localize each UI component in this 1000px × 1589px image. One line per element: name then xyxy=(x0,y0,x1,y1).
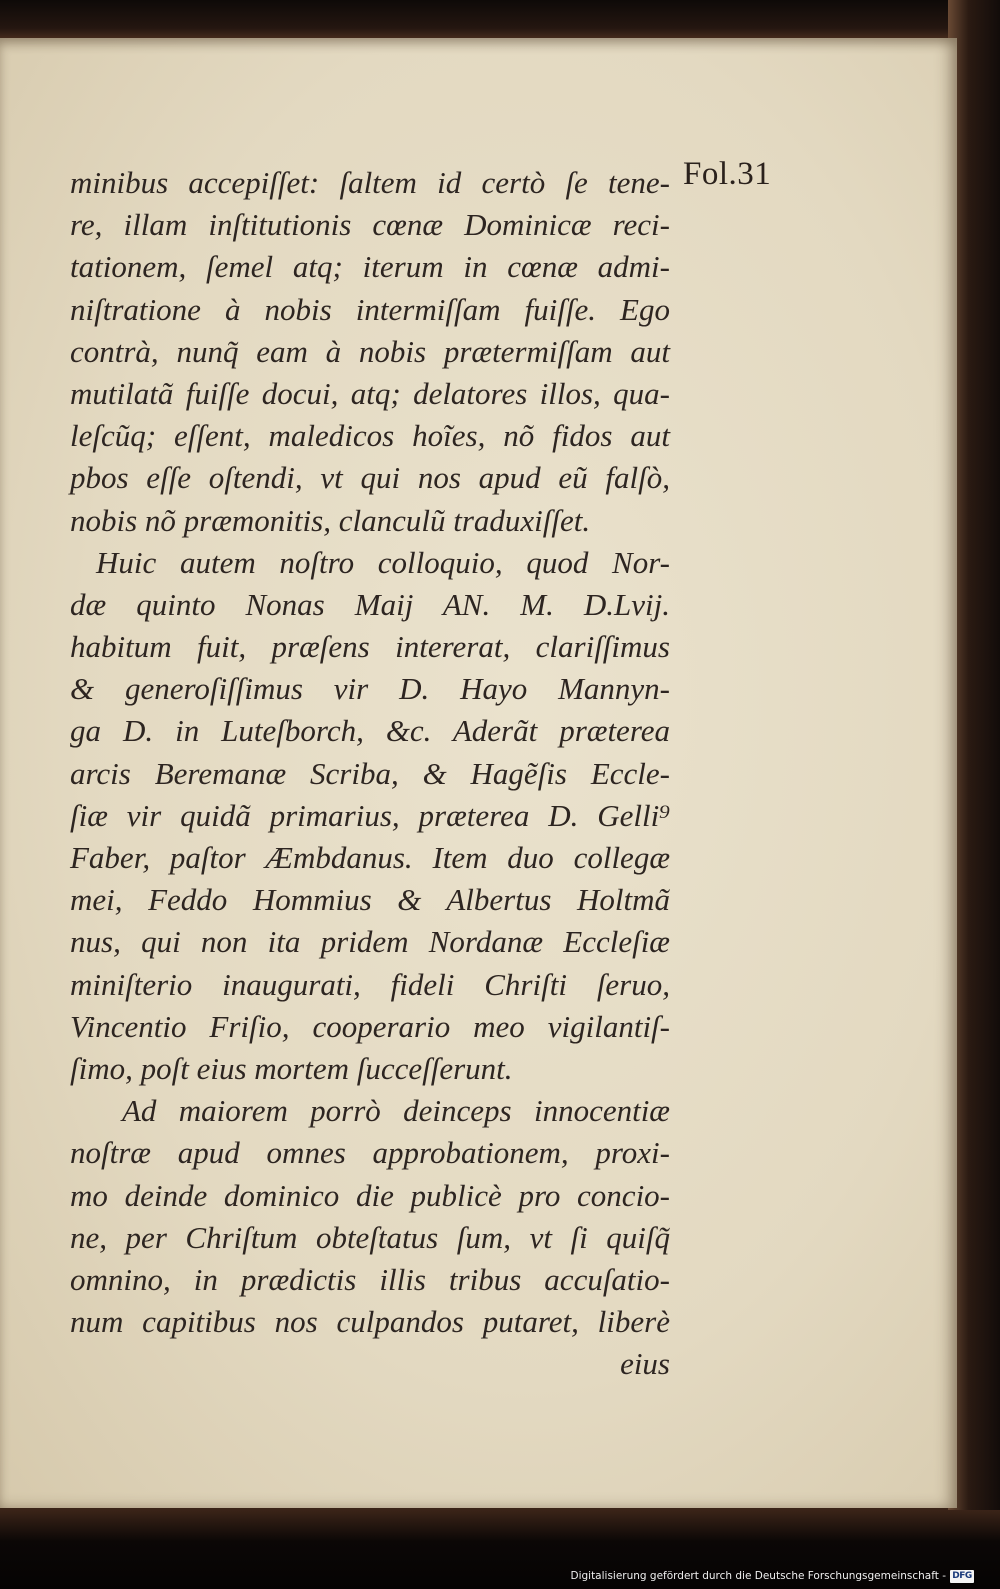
dfg-logo-icon: DFG xyxy=(950,1570,974,1583)
text-line: minibus accepiſſet: ſaltem id certò ſe tene- xyxy=(70,165,670,200)
text-line: mei, Feddo Hommius & Albertus Holtmã xyxy=(70,882,670,918)
text-line: dæ quinto Nonas Maij AN. M. D.Lvij. xyxy=(70,586,670,622)
text-line: miniſterio inaugurati, fideli Chriſti ſeruo, xyxy=(70,966,670,1002)
paragraph-start: Ad maiorem porrò deinceps innocentiæ xyxy=(122,1093,670,1129)
catchword: eius xyxy=(620,1346,670,1382)
text-line: ſimo, poſt eius mortem ſucceſſerunt. xyxy=(70,1050,513,1086)
text-line: arcis Beremanæ Scriba, & Hagẽſis Eccle- xyxy=(70,755,670,791)
text-line: tationem, ſemel atq; iterum in cœnæ admi- xyxy=(70,249,670,285)
text-line: nus, qui non ita pridem Nordanæ Eccleſiæ xyxy=(70,924,670,960)
text-line: & generoſiſſimus vir D. Hayo Mannyn- xyxy=(70,671,670,707)
folio-number: Fol.31 xyxy=(683,156,772,192)
text-line: mutilatã fuiſſe docui, atq; delatores illos, qua- xyxy=(70,375,670,411)
text-line: noſtræ apud omnes approbationem, proxi- xyxy=(70,1135,670,1171)
text-line: contrà, nunq̃ eam à nobis prætermiſſam aut xyxy=(70,333,670,369)
text-line: re, illam inſtitutionis cœnæ Dominicæ reci- xyxy=(70,207,670,243)
book-page xyxy=(0,38,957,1508)
text-line: niſtratione à nobis intermiſſam fuiſſe. Ego xyxy=(70,291,670,327)
text-line: num capitibus nos culpandos putaret, liberè xyxy=(70,1304,670,1340)
text-line: omnino, in prædictis illis tribus accuſatio- xyxy=(70,1261,670,1297)
text-line: Faber, paſtor Æmbdanus. Item duo collegæ xyxy=(70,840,670,875)
paragraph-start: Huic autem noſtro colloquio, quod Nor- xyxy=(96,544,670,580)
text-line: Vincentio Friſio, cooperario meo vigilantiſ- xyxy=(70,1008,670,1044)
text-line: ne, per Chriſtum obteſtatus ſum, vt ſi quiſq̃ xyxy=(70,1219,670,1255)
book-top-edge xyxy=(0,0,1000,40)
text-line: leſcũq; eſſent, maledicos hoĩes, nõ fidos aut xyxy=(70,418,670,454)
page-text xyxy=(70,162,670,1385)
credit-text: Digitalisierung gefördert durch die Deutsche Forschungsgemeinschaft - xyxy=(570,1570,946,1582)
text-line: nobis nõ præmonitis, clanculũ traduxiſſet. xyxy=(70,502,591,538)
digitization-credit xyxy=(570,1567,974,1585)
text-line: habitum fuit, præſens intererat, clariſſimus xyxy=(70,629,670,665)
text-line: mo deinde dominico die publicè pro concio- xyxy=(70,1177,670,1213)
text-line: ſiæ vir quidã primarius, præterea D. Gelli⁹ xyxy=(70,797,670,833)
text-line: ga D. in Luteſborch, &c. Aderãt præterea xyxy=(70,713,670,749)
text-line: pbos eſſe oſtendi, vt qui nos apud eũ falſò, xyxy=(70,460,670,496)
